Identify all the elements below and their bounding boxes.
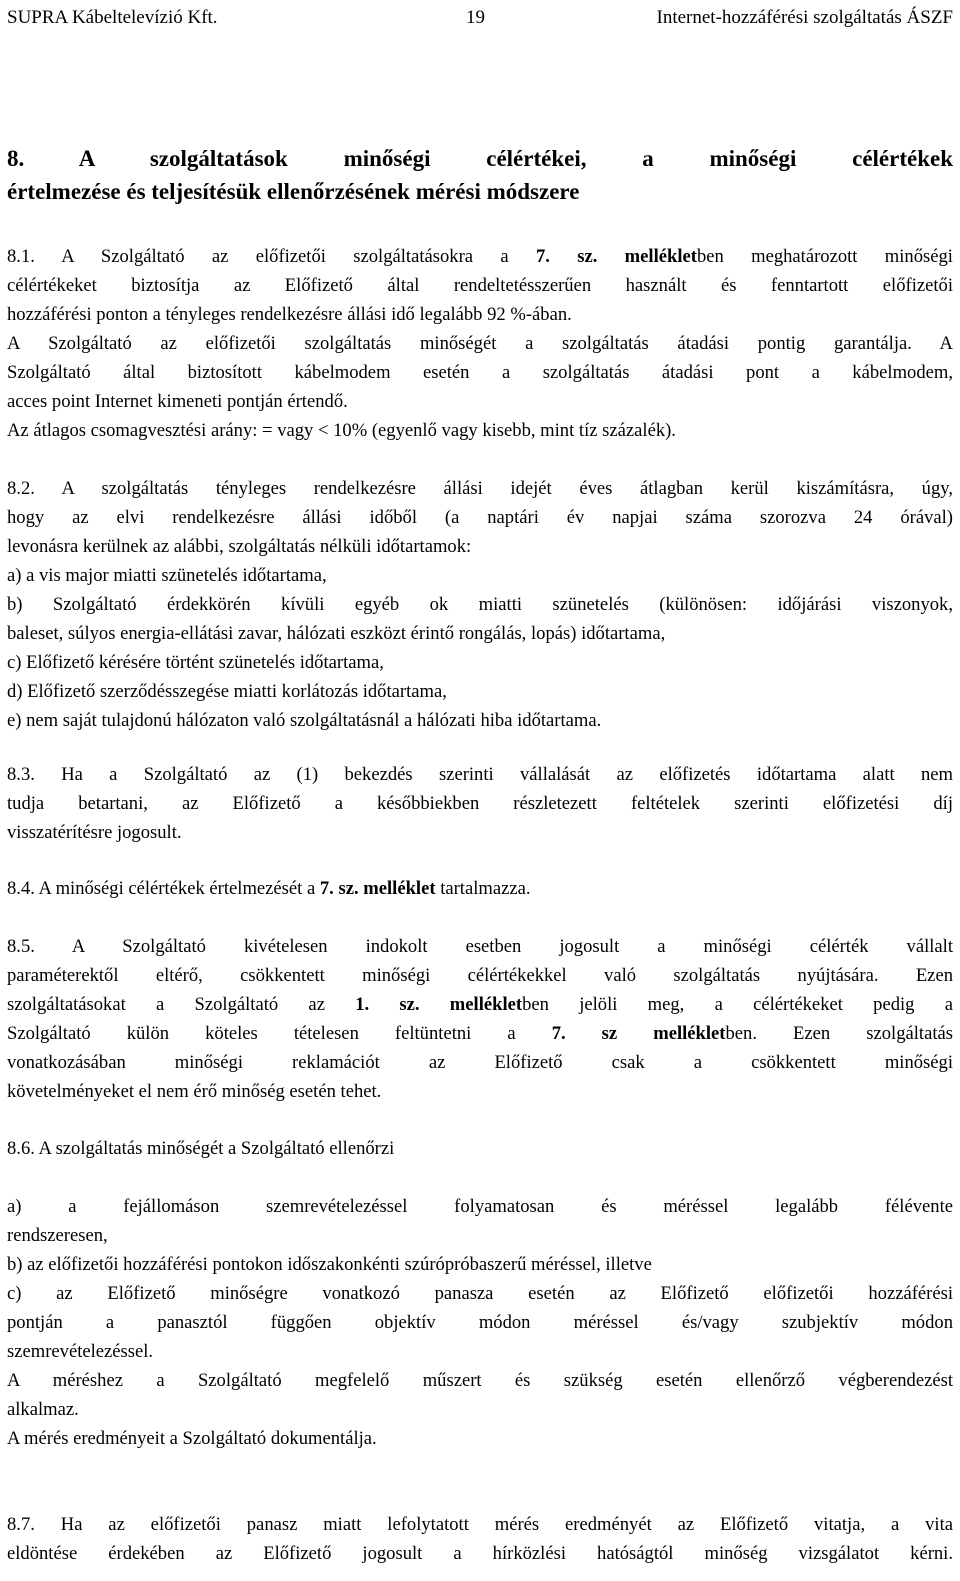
section-8-6-list — [7, 1192, 953, 1424]
section-8-2 — [7, 474, 953, 735]
section-8-5 — [7, 932, 953, 1106]
header-company: SUPRA Kábeltelevízió Kft. — [7, 7, 218, 28]
section-8-2-item: d) Előfizető szerződésszegése miatti korlátozás időtartama, — [7, 681, 447, 702]
section-8-3-line: tudja betartani, az Előfizető a későbbiekben részletezett feltételek szerinti előfizetési díj — [7, 793, 953, 814]
section-8-2-item: baleset, súlyos energia-ellátási zavar, hálózati eszközt érintő rongálás, lopás) időtartama, — [7, 623, 666, 644]
section-8-2-item: a) a vis major miatti szünetelés időtartama, — [7, 565, 327, 586]
section-8-6-line: A méréshez a Szolgáltató megfelelő műszert és szükség esetén ellenőrző végberendezést — [7, 1370, 953, 1391]
section-8-1 — [7, 242, 953, 445]
section-8-3-line: 8.3. Ha a Szolgáltató az (1) bekezdés szerinti vállalását az előfizetés időtartama alatt nem — [7, 764, 953, 785]
section-8-5-line: követelményeket el nem érő minőség esetén tehet. — [7, 1081, 382, 1102]
section-8-5-line: 8.5. A Szolgáltató kivételesen indokolt esetben jogosult a minőségi célérték vállalt — [7, 936, 953, 957]
section-8-6-item: c) az Előfizető minőségre vonatkozó panasza esetén az Előfizető előfizetői hozzáférési — [7, 1283, 953, 1304]
section-8-4 — [7, 874, 953, 903]
section-8-1-line: Az átlagos csomagvesztési arány: = vagy < 10% (egyenlő vagy kisebb, mint tíz százalék). — [7, 420, 676, 441]
section-8-2-line: hogy az elvi rendelkezésre állási időből (a naptári év napjai száma szorozva 24 órával) — [7, 507, 953, 528]
section-8-6-line: A mérés eredményeit a Szolgáltató dokumentálja. — [7, 1428, 377, 1449]
section-8-6-item: a) a fejállomáson szemrevételezéssel folyamatosan és méréssel legalább félévente — [7, 1196, 953, 1217]
section-8-5-line: paraméterektől eltérő, csökkentett minőségi célértékekkel való szolgáltatás nyújtására. Ezen — [7, 965, 953, 986]
section-8-5-line: vonatkozásában minőségi reklamációt az Előfizető csak a csökkentett minőségi — [7, 1052, 953, 1073]
section-8-6-heading: 8.6. A szolgáltatás minőségét a Szolgáltató ellenőrzi — [7, 1138, 395, 1159]
section-8-2-item: c) Előfizető kérésére történt szünetelés időtartama, — [7, 652, 384, 673]
section-8-5-line: szolgáltatásokat a Szolgáltató az 1. sz. mellékletben jelöli meg, a célértékeket pedig a — [7, 994, 953, 1015]
section-8-4-line: 8.4. A minőségi célértékek értelmezését a 7. sz. melléklet tartalmazza. — [7, 878, 531, 899]
header-document-title: Internet-hozzáférési szolgáltatás ÁSZF — [656, 7, 953, 28]
section-8-6-line: alkalmaz. — [7, 1399, 79, 1420]
section-8-1-line: hozzáférési ponton a tényleges rendelkezésre állási idő legalább 92 %-ában. — [7, 304, 572, 325]
section-8-2-item: e) nem saját tulajdonú hálózaton való szolgáltatásnál a hálózati hiba időtartama. — [7, 710, 602, 731]
section-8-1-line: 8.1. A Szolgáltató az előfizetői szolgáltatásokra a 7. sz. mellékletben meghatározott minőségi — [7, 246, 953, 267]
chapter-heading-line-2: értelmezése és teljesítésük ellenőrzésének mérési módszere — [7, 179, 580, 204]
page-header — [0, 0, 960, 36]
section-8-2-item: b) Szolgáltató érdekkörén kívüli egyéb ok miatti szünetelés (különösen: időjárási viszonyok, — [7, 594, 953, 615]
section-8-6-documentation — [7, 1424, 953, 1453]
section-8-1-line: Szolgáltató által biztosított kábelmodem esetén a szolgáltatás átadási pont a kábelmodem, — [7, 362, 953, 383]
chapter-heading — [7, 142, 953, 208]
section-8-1-line: acces point Internet kimeneti pontján értendő. — [7, 391, 348, 412]
section-8-1-line: A Szolgáltató az előfizetői szolgáltatás minőségét a szolgáltatás átadási pontig garantálja. A — [7, 333, 953, 354]
section-8-3-line: visszatérítésre jogosult. — [7, 822, 182, 843]
section-8-1-line: célértékeket biztosítja az Előfizető által rendeltetésszerűen használt és fenntartott előfizetői — [7, 275, 953, 296]
section-8-6-item: rendszeresen, — [7, 1225, 108, 1246]
section-8-6-item: b) az előfizetői hozzáférési pontokon időszakonkénti szúrópróbaszerű méréssel, illetve — [7, 1254, 652, 1275]
section-8-3 — [7, 760, 953, 847]
header-page-number: 19 — [466, 7, 485, 28]
section-8-7 — [7, 1510, 953, 1568]
section-8-6-item: pontján a panasztól függően objektív módon méréssel és/vagy szubjektív módon — [7, 1312, 953, 1333]
section-8-7-line: 8.7. Ha az előfizetői panasz miatt lefolytatott mérés eredményét az Előfizető vitatja, a vita — [7, 1514, 953, 1535]
section-8-2-line: 8.2. A szolgáltatás tényleges rendelkezésre állási idejét éves átlagban kerül kiszámításra, úgy, — [7, 478, 953, 499]
section-8-7-line: eldöntése érdekében az Előfizető jogosult a hírközlési hatóságtól minőség vizsgálatot kérni. — [7, 1543, 953, 1564]
section-8-2-line: levonásra kerülnek az alábbi, szolgáltatás nélküli időtartamok: — [7, 536, 472, 557]
section-8-6-title — [7, 1134, 953, 1163]
chapter-heading-line-1: 8. A szolgáltatások minőségi célértékei, a minőségi célértékek — [7, 146, 953, 171]
section-8-6-item: szemrevételezéssel. — [7, 1341, 154, 1362]
section-8-5-line: Szolgáltató külön köteles tételesen feltüntetni a 7. sz mellékletben. Ezen szolgáltatás — [7, 1023, 953, 1044]
